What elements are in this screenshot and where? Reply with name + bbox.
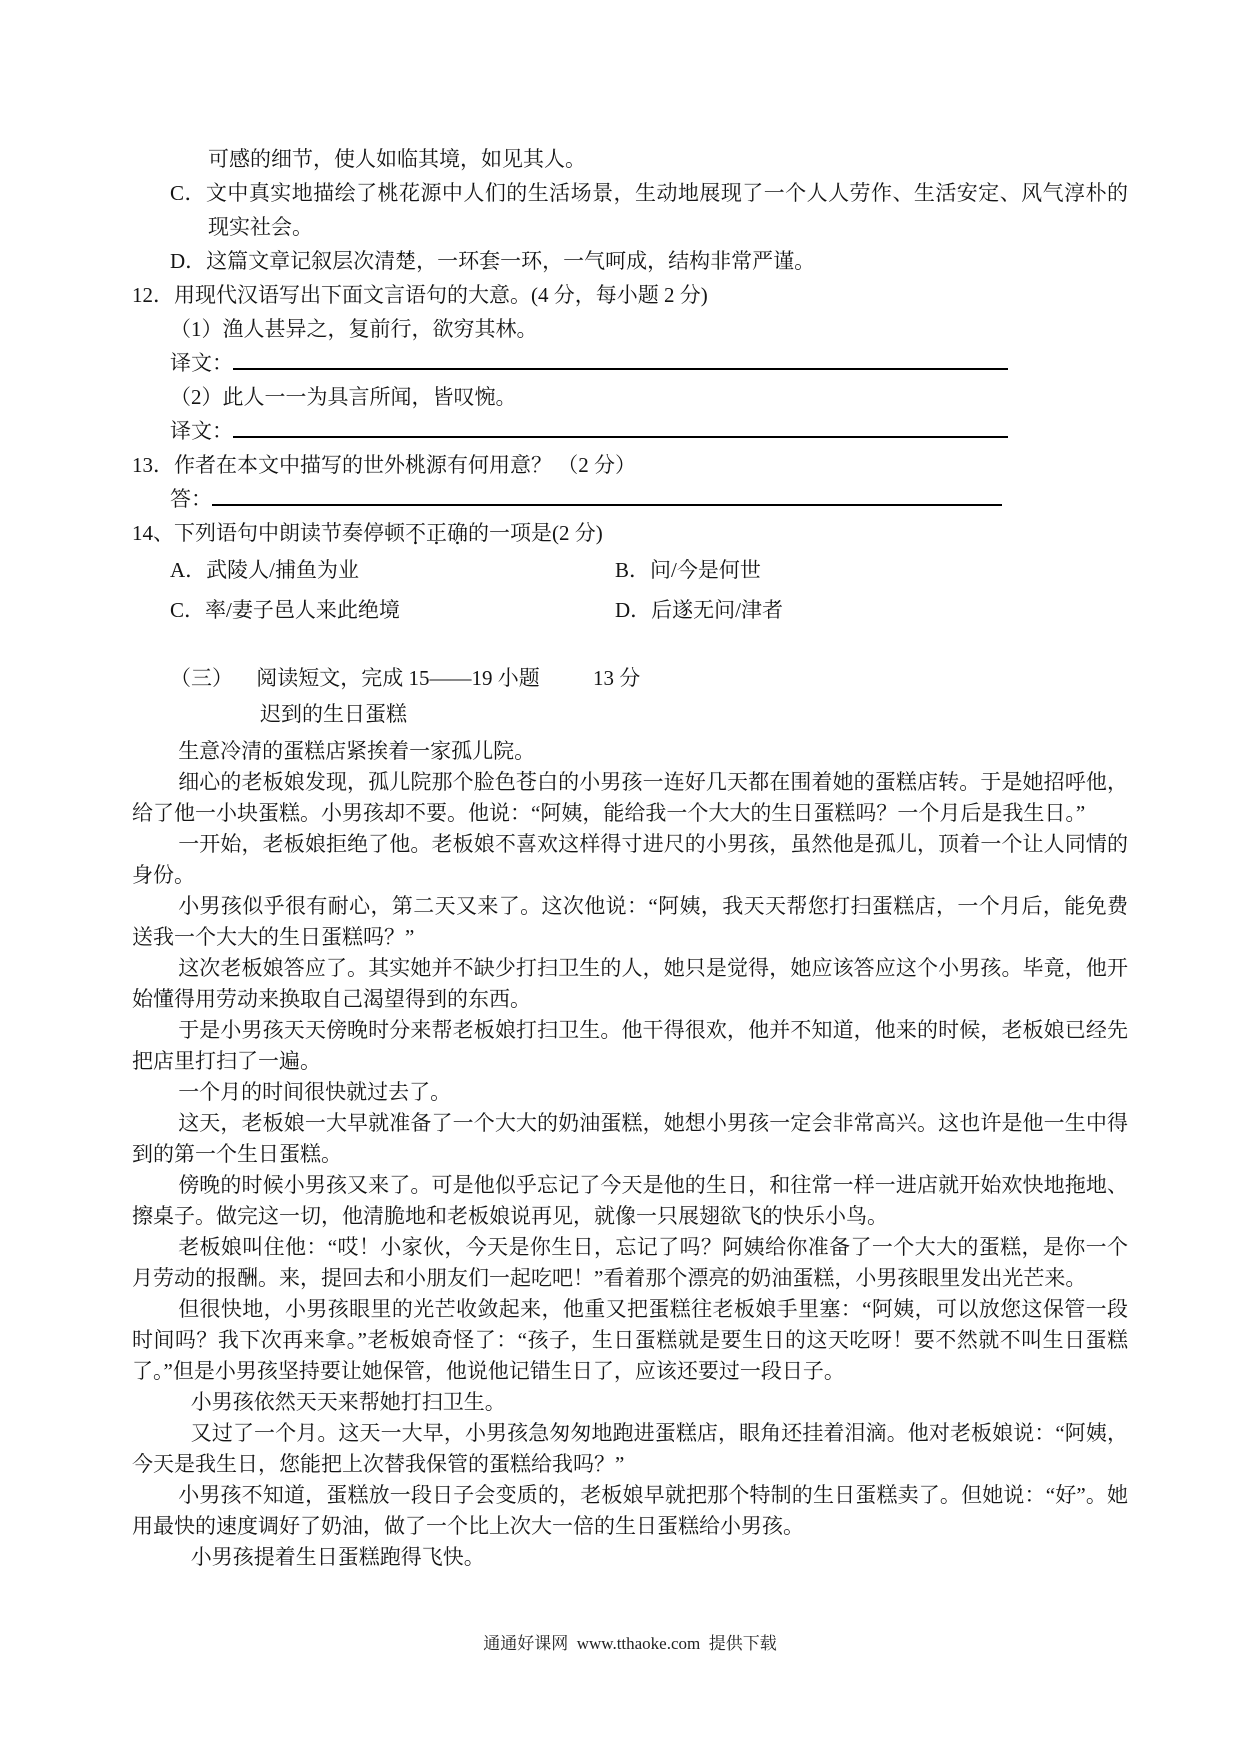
option-c: C．率/妻子邑人来此绝境	[170, 598, 400, 622]
passage-paragraph: 小男孩似乎很有耐心，第二天又来了。这次他说：“阿姨，我天天帮您打扫蛋糕店，一个月后，能免费送我一个大大的生日蛋糕吗？”	[132, 894, 1128, 949]
passage-paragraph: 这次老板娘答应了。其实她并不缺少打扫卫生的人，她只是觉得，她应该答应这个小男孩。毕竟，他开始懂得用劳动来换取自己渴望得到的东西。	[132, 956, 1128, 1011]
question-12-stem: 12．用现代汉语写出下面文言语句的大意。(4 分，每小题 2 分)	[132, 283, 708, 307]
passage-paragraph: 但很快地，小男孩眼里的光芒收敛起来，他重又把蛋糕往老板娘手里塞：“阿姨，可以放您这保管一段时间吗？我下次再来拿。”老板娘奇怪了：“孩子，生日蛋糕就是要生日的这天吃呀！要不然就不叫生日蛋糕了。”但是小男孩坚持要让她保管，他说他记错生日了，应该还要过一段日子。	[132, 1297, 1128, 1383]
site-watermark: 通通好课网 www.tthaoke.com 提供下载	[483, 1634, 777, 1653]
passage-title: 迟到的生日蛋糕	[260, 702, 407, 726]
passage-body	[132, 736, 1128, 1573]
translation-label-1: 译文：	[170, 351, 233, 375]
answer-label: 答：	[170, 487, 212, 511]
option-d: D．这篇文章记叙层次清楚，一环套一环，一气呵成，结构非常严谨。	[170, 249, 816, 273]
answer-blank-line	[233, 348, 1008, 370]
question-14-options	[132, 550, 1128, 630]
passage-paragraph: 这天，老板娘一大早就准备了一个大大的奶油蛋糕，她想小男孩一定会非常高兴。这也许是他一生中得到的第一个生日蛋糕。	[132, 1111, 1128, 1166]
question-13-answer-row	[132, 482, 1128, 516]
passage-paragraph: 小男孩提着生日蛋糕跑得飞快。	[190, 1545, 485, 1569]
passage-paragraph: 老板娘叫住他：“哎！小家伙，今天是你生日，忘记了吗？阿姨给你准备了一个大大的蛋糕，是你一个月劳动的报酬。来，提回去和小朋友们一起吃吧！”看着那个漂亮的奶油蛋糕，小男孩眼里发出光芒来。	[132, 1235, 1128, 1290]
answer-blank-line	[233, 416, 1008, 438]
question-block	[132, 142, 1128, 630]
section-three-points: 13 分	[593, 666, 641, 690]
question-12-answer-row-2	[132, 414, 1128, 448]
option-d: D．后遂无问/津者	[615, 598, 783, 622]
section-three-number: （三）	[170, 666, 233, 690]
question-14-stem-emphasis: 不正确	[405, 521, 468, 545]
translation-label-2: 译文：	[170, 419, 233, 443]
option-a: A．武陵人/捕鱼为业	[170, 558, 359, 582]
passage-paragraph: 生意冷清的蛋糕店紧挨着一家孤儿院。	[178, 739, 536, 763]
section-three-instruction: 阅读短文，完成 15——19 小题	[256, 666, 540, 690]
question-14-stem	[132, 516, 1128, 550]
passage-paragraph: 傍晚的时候小男孩又来了。可是他似乎忘记了今天是他的生日，和往常一样一进店就开始欢快地拖地、擦桌子。做完这一切，他清脆地和老板娘说再见，就像一只展翅欲飞的快乐小鸟。	[132, 1173, 1128, 1228]
passage-paragraph: 小男孩依然天天来帮她打扫卫生。	[190, 1390, 506, 1414]
passage-paragraph: 细心的老板娘发现，孤儿院那个脸色苍白的小男孩一连好几天都在围着她的蛋糕店转。于是她招呼他，给了他一小块蛋糕。小男孩却不要。他说：“阿姨，能给我一个大大的生日蛋糕吗？一个月后是我生日。”	[132, 770, 1128, 825]
passage-paragraph: 一开始，老板娘拒绝了他。老板娘不喜欢这样得寸进尺的小男孩，虽然他是孤儿，顶着一个让人同情的身份。	[132, 832, 1128, 887]
passage-paragraph: 小男孩不知道，蛋糕放一段日子会变质的，老板娘早就把那个特制的生日蛋糕卖了。但她说：“好”。她用最快的速度调好了奶油，做了一个比上次大一倍的生日蛋糕给小男孩。	[132, 1483, 1128, 1538]
option-b-tail-line: 可感的细节，使人如临其境，如见其人。	[208, 147, 586, 171]
section-three-header	[132, 660, 1128, 696]
question-13-stem: 13．作者在本文中描写的世外桃源有何用意？ （2 分）	[132, 453, 636, 477]
question-12-answer-row-1	[132, 346, 1128, 380]
answer-blank-line	[212, 484, 1002, 506]
question-14-stem-suffix: 的一项是(2 分)	[468, 521, 603, 545]
question-14-stem-prefix: 14、下列语句中朗读节奏停顿	[132, 521, 405, 545]
passage-paragraph: 于是小男孩天天傍晚时分来帮老板娘打扫卫生。他干得很欢，他并不知道，他来的时候，老板娘已经先把店里打扫了一遍。	[132, 1018, 1128, 1073]
option-c: C．文中真实地描绘了桃花源中人们的生活场景，生动地展现了一个人人劳作、生活安定、风气淳朴的现实社会。	[170, 181, 1128, 239]
question-12-sub2: （2）此人一一为具言所闻，皆叹惋。	[170, 385, 517, 409]
passage-paragraph: 又过了一个月。这天一大早，小男孩急匆匆地跑进蛋糕店，眼角还挂着泪滴。他对老板娘说：“阿姨，今天是我生日，您能把上次替我保管的蛋糕给我吗？”	[132, 1421, 1128, 1476]
question-12-sub1: （1）渔人甚异之，复前行，欲穷其林。	[170, 317, 538, 341]
passage-paragraph: 一个月的时间很快就过去了。	[178, 1080, 452, 1104]
option-b: B．问/今是何世	[615, 558, 761, 582]
